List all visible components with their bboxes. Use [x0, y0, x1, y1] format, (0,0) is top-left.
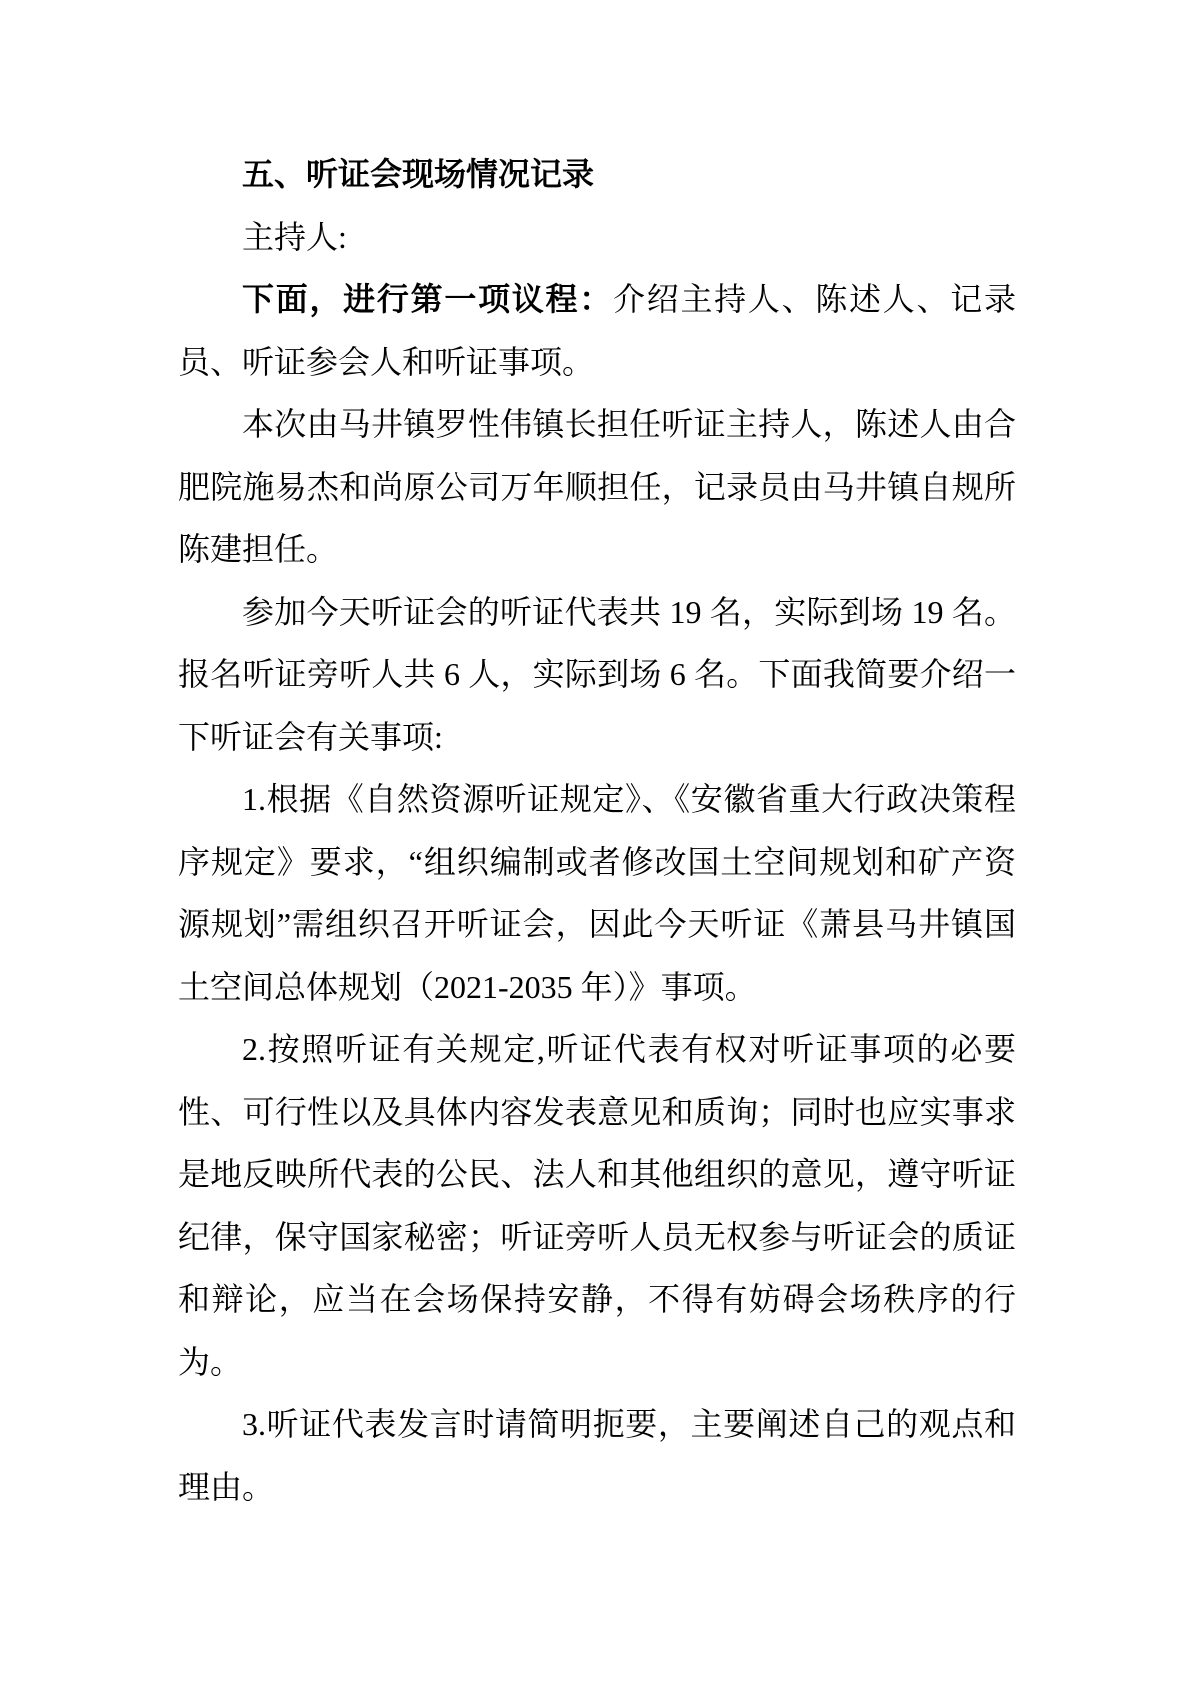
bold-text-run: 下面，进行第一项议程： — [242, 281, 613, 317]
paragraph — [178, 581, 1016, 769]
text-run: 3.听证代表发言时请简明扼要，主要阐述自己的观点和理由。 — [178, 1406, 1016, 1505]
paragraph — [178, 268, 1016, 393]
text-run: 本次由马井镇罗性伟镇长担任听证主持人，陈述人由合肥院施易杰和尚原公司万年顺担任，记录员由马井镇自规所陈建担任。 — [178, 406, 1016, 567]
text-run: 介绍主持人、陈述人、记录员、听证参会人和听证事项。 — [178, 281, 1016, 380]
text-run: 2.按照听证有关规定,听证代表有权对听证事项的必要性、可行性以及具体内容发表意见和质询；同时也应实事求是地反映所代表的公民、法人和其他组织的意见，遵守听证纪律，保守国家秘密；听证旁听人员无权参与听证会的质证和辩论，应当在会场保持安静，不得有妨碍会场秩序的行为。 — [178, 1031, 1016, 1380]
text-run: 参加今天听证会的听证代表共 19 名，实际到场 19 名。报名听证旁听人共 6 人，实际到场 6 名。下面我简要介绍一下听证会有关事项: — [178, 593, 1016, 755]
paragraph — [178, 393, 1016, 581]
paragraph — [178, 768, 1016, 1018]
text-run: 1.根据《自然资源听证规定》、《安徽省重大行政决策程序规定》要求，“组织编制或者修改国土空间规划和矿产资源规划”需组织召开听证会，因此今天听证《萧县马井镇国土空间总体规划（2021-2035 年）》事项。 — [178, 781, 1016, 1005]
paragraph — [178, 1018, 1016, 1393]
text-run: 主持人: — [242, 218, 347, 255]
paragraph — [178, 1393, 1016, 1518]
paragraph — [178, 206, 1016, 269]
section-heading: 五、听证会现场情况记录 — [242, 156, 595, 192]
document-body — [178, 206, 1016, 1519]
